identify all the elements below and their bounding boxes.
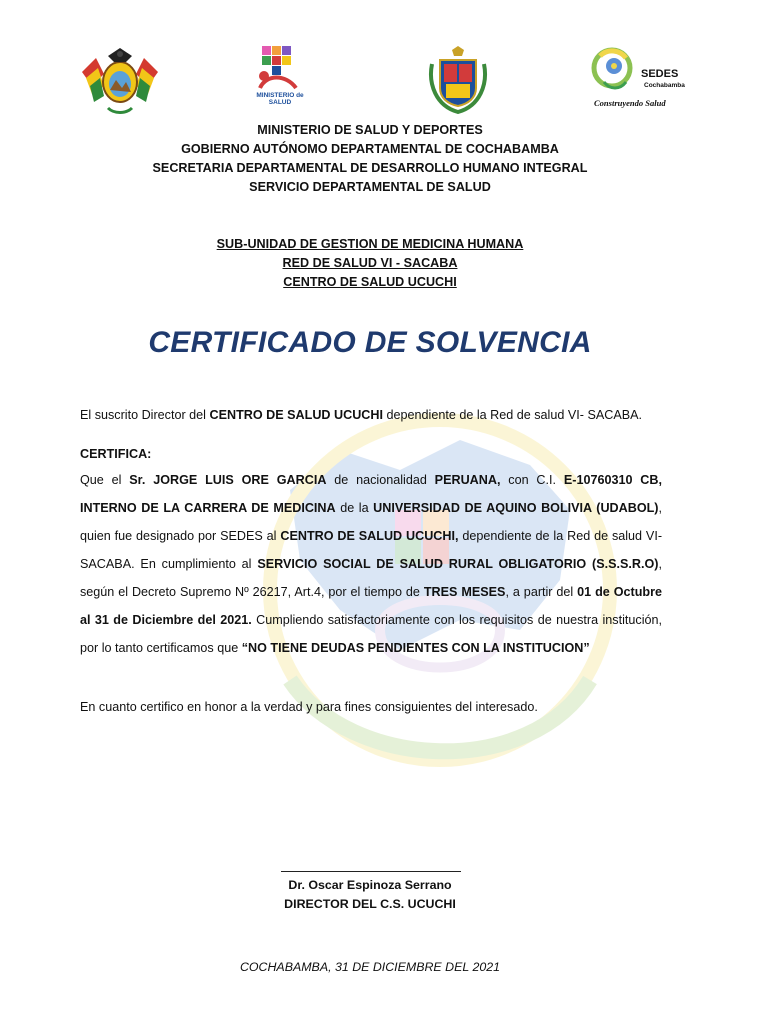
ministry-logo-text: MINISTERIO de SALUD [256,92,304,106]
certification-statement: “NO TIENE DEUDAS PENDIENTES CON LA INSTITUCION” [241,641,590,655]
intro-text-1: El suscrito Director del [80,408,210,422]
header-line-3: SECRETARIA DEPARTAMENTAL DE DESARROLLO HUMANO INTEGRAL [152,161,588,175]
id-and-role: E-10760310 CB, INTERNO DE LA CARRERA DE MEDICINA [80,473,662,515]
intro-center-name: CENTRO DE SALUD UCUCHI [209,408,383,422]
signer-role: DIRECTOR DEL C.S. UCUCHI [284,897,456,911]
bolivia-coat-of-arms-icon [78,42,162,116]
cochabamba-shield-icon [426,44,490,114]
subheader-line-2: RED DE SALUD VI - SACABA [282,256,458,270]
person-name: Sr. JORGE LUIS ORE GARCIA [129,473,327,487]
subheader-line-3: CENTRO DE SALUD UCUCHI [283,275,457,289]
nationality: PERUANA, [434,473,501,487]
signature-line [281,871,461,872]
intro-text-2: dependiente de la Red de salud VI- SACABA. [383,408,643,422]
sedes-logo [590,46,686,112]
para-text: de nacionalidad [326,473,435,487]
ministerio-de-salud-logo [252,44,308,116]
health-center-name: CENTRO DE SALUD UCUCHI, [280,529,459,543]
para-text: con C.I. [500,473,564,487]
period-dates: 01 de Octubre al 31 de Diciembre del 2021. [80,585,662,627]
header-line-2: GOBIERNO AUTÓNOMO DEPARTAMENTAL DE COCHABAMBA [181,142,559,156]
header-line-4: SERVICIO DEPARTAMENTAL DE SALUD [249,180,491,194]
sedes-city-text: Cochabamba [644,82,685,89]
para-text: , a partir del [505,585,578,599]
institution-header [0,121,740,197]
para-text: dependiente de la Red de salud VI-SACABA. En cumplimiento al [80,529,663,571]
para-text: , quien fue designado por SEDES al [80,501,663,543]
closing-sentence: En cuanto certifico en honor a la verdad y para fines consiguientes del interesado. [80,700,538,714]
para-text: Que el [80,473,130,487]
para-text: de la [335,501,374,515]
university-name: UNIVERSIDAD DE AQUINO BOLIVIA (UDABOL) [373,501,659,515]
intro-sentence [80,401,662,429]
sedes-emblem-icon [590,46,642,96]
sedes-slogan: Construyendo Salud [594,98,666,108]
certifica-label: CERTIFICA: [80,447,152,461]
para-text: Cumpliendo satisfactoriamente con los requisitos de nuestra institución, por lo tanto certificamos que [80,613,663,655]
subheader-line-1: SUB-UNIDAD DE GESTION DE MEDICINA HUMANA [216,237,524,251]
place-and-date: COCHABAMBA, 31 DE DICIEMBRE DEL 2021 [239,960,501,974]
sedes-wordmark: SEDES [641,68,679,80]
header-line-1: MINISTERIO DE SALUD Y DEPORTES [257,123,483,137]
unit-subheader [0,235,740,292]
signer-name: Dr. Oscar Espinoza Serrano [288,878,452,892]
ministry-emblem-icon [252,44,308,92]
certification-paragraph [80,466,662,662]
service-name: SERVICIO SOCIAL DE SALUD RURAL OBLIGATORIO (S.S.S.R.O) [257,557,659,571]
document-title: CERTIFICADO DE SOLVENCIA [148,326,592,359]
duration: TRES MESES [423,585,506,599]
para-text: , según el Decreto Supremo Nº 26217, Art.4, por el tiempo de [80,557,662,599]
